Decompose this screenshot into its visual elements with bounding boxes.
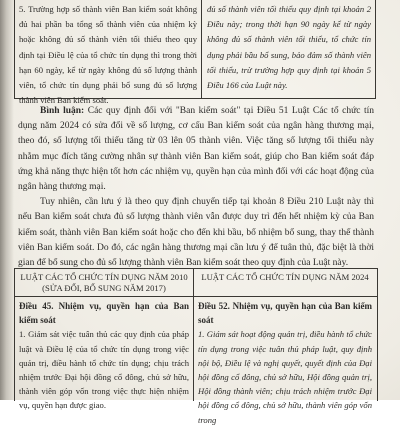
- right-article-cell: [198, 299, 372, 427]
- commentary-paragraph-1: [18, 104, 374, 195]
- table-header-2024-law: LUẬT CÁC TỔ CHỨC TÍN DỤNG NĂM 2024: [201, 272, 369, 282]
- column-divider: [193, 269, 194, 401]
- column-divider: [201, 0, 202, 98]
- top-table-left-cell: 5. Trường hợp số thành viên Ban kiểm soát không đủ hai phần ba tổng số thành viên của nhiệm kỳ hoặc không đủ số thành viên tối thiểu theo quy định tại Điều lệ của tổ chức tín dụng thì trong thời hạn 60 ngày, kể từ ngày không đủ số lượng thành viên, tổ chức tín dụng phải bổ sung đủ số lượng thành viên Ban kiểm soát.: [19, 4, 197, 106]
- top-comparison-table: [14, 0, 376, 106]
- header-separator: [15, 296, 377, 297]
- table-header-2010-law: LUẬT CÁC TỔ CHỨC TÍN DỤNG NĂM 2010 (SỬA ĐỔI, BỔ SUNG NĂM 2017): [20, 272, 188, 293]
- bottom-comparison-table: [14, 268, 378, 425]
- article-45-body: 1. Giám sát việc tuân thủ các quy định của pháp luật và Điều lệ của tổ chức tín dụng trong việc quản trị, điều hành tổ chức tín dụng; chịu trách nhiệm trước Đại hội đồng cổ đông, chủ sở hữu, thành viên góp vốn trong việc thực hiện nhiệm vụ, quyền hạn được giao.: [19, 329, 189, 411]
- article-45-title: Điều 45. Nhiệm vụ, quyền hạn của Ban kiểm soát: [19, 301, 189, 326]
- commentary-text-1: Các quy định đối với "Ban kiểm soát" tại Điều 51 Luật Các tổ chức tín dụng năm 2024 có sửa đổi về số lượng, cơ cấu Ban kiểm soát của ngân hàng thương mại, theo đó, số lượng tối thiểu tăng từ 03 lên 05 thành viên. Việc tăng số lượng tối thiểu này nhằm mục đích tăng cường nhân sự thành viên Ban kiểm soát, giúp cho Ban kiểm soát đáp ứng khả năng thực hiện tốt hơn các nhiệm vụ, quyền hạn của mình đối với các hoạt động của ngân hàng thương mại.: [18, 106, 374, 193]
- article-52-title: Điều 52. Nhiệm vụ, quyền hạn của Ban kiểm soát: [198, 301, 372, 326]
- commentary-section: [18, 104, 374, 271]
- commentary-label: Bình luận:: [40, 106, 85, 116]
- commentary-paragraph-2: Tuy nhiên, cần lưu ý là theo quy định chuyển tiếp tại khoản 8 Điều 210 Luật này thì nếu Ban kiểm soát chưa đủ số lượng thành viên vẫn được duy trì đến hết nhiệm kỳ của Ban kiểm soát, thành viên Ban kiểm soát hoặc cho đến khi bầu, bổ nhiệm bổ sung, thay thế thành viên Ban kiểm soát. Do đó, các ngân hàng thương mại cần lưu ý để tuân thủ, đặc biệt là thời gian để bổ sung cho đủ số lượng thành viên Ban kiểm soát theo quy định của Luật này.: [18, 197, 374, 269]
- top-table-right-cell: đủ số thành viên tối thiểu quy định tại khoản 2 Điều này; trong thời hạn 90 ngày kể từ ngày không đủ số thành viên tối thiểu, tổ chức tín dụng phải bầu bổ sung, bảo đảm số thành viên tối thiểu, trừ trường hợp quy định tại khoản 5 Điều 166 của Luật này.: [207, 4, 371, 91]
- page-binding-shadow: [0, 0, 14, 400]
- article-52-body: 1. Giám sát hoạt động quản trị, điều hành tổ chức tín dụng trong việc tuân thủ pháp luật, quy định nội bộ, Điều lệ và nghị quyết, quyết định của Đại hội đồng cổ đông, chủ sở hữu, Hội đồng quản trị, Hội đồng thành viên; chịu trách nhiệm trước Đại hội đồng cổ đông, chủ sở hữu, thành viên góp vốn trong: [198, 329, 372, 425]
- left-article-cell: [19, 299, 189, 413]
